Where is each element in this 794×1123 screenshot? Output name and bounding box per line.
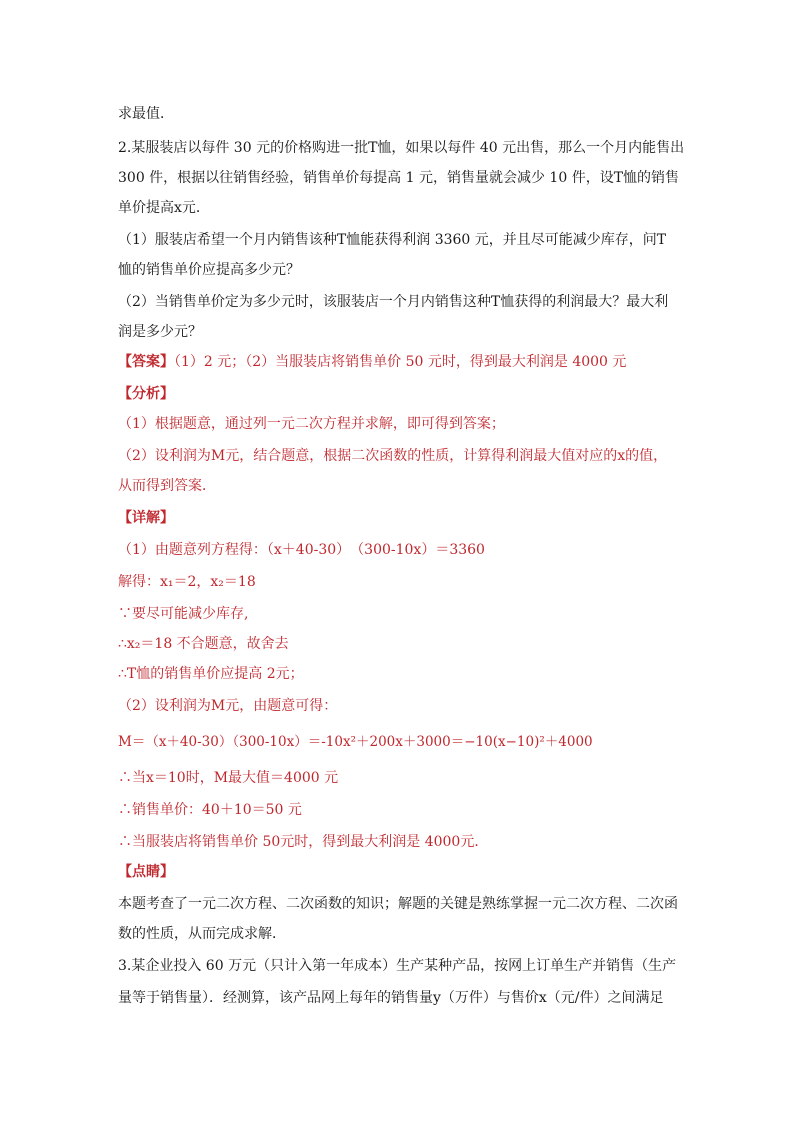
answer-line (118, 352, 626, 372)
detail-line-4: ∴x₂＝18 不合题意，故舍去 (118, 636, 289, 652)
answer-tag: 【答案】 (118, 354, 174, 370)
comment-line-1: 本题考查了一元二次方程、二次函数的知识；解题的关键是熟练掌握一元二次方程、二次函 (118, 896, 678, 912)
detail-line-1: （1）由题意列方程得：（x＋40-30） （300-10x）＝3360 (118, 542, 485, 558)
detail-line-2: 解得：x₁＝2，x₂＝18 (118, 574, 256, 590)
analysis-line-1: （1）根据题意，通过列一元二次方程并求解，即可得到答案； (118, 416, 505, 432)
answer-text: （1）2 元；（2）当服装店将销售单价 50 元时，得到最大利润是 4000 元 (174, 354, 627, 370)
q3-line-1: 3.某企业投入 60 万元（只计入第一年成本）生产某种产品，按网上订单生产并销售（生产 (118, 958, 677, 974)
detail-line-10: ∴当服装店将销售单价 50元时，得到最大利润是 4000元． (118, 834, 489, 850)
q2-part2-line-1: （2）当销售单价定为多少元时，该服装店一个月内销售这种T恤获得的利润最大？最大利 (118, 294, 669, 310)
detail-line-8: ∴当x＝10时，M最大值＝4000 元 (118, 770, 339, 786)
detail-line-3: ∵要尽可能减少库存, (118, 606, 249, 622)
q2-line-3: 单价提高x元． (118, 200, 210, 216)
q2-line-1: 2.某服装店以每件 30 元的价格购进一批T恤，如果以每件 40 元出售，那么一个月内能售出 (118, 140, 685, 156)
q2-part2-line-2: 润是多少元？ (118, 324, 202, 340)
comment-line-2: 数的性质，从而完成求解． (118, 926, 286, 942)
comment-tag: 【点睛】 (118, 864, 174, 880)
analysis-line-3: 从而得到答案． (118, 478, 216, 494)
detail-line-5: ∴T恤的销售单价应提高 2元； (118, 666, 304, 682)
detail-tag: 【详解】 (118, 510, 174, 526)
detail-line-9: ∴销售单价：40＋10＝50 元 (118, 802, 302, 818)
detail-line-7: M＝（x＋40-30）（300-10x）＝-10x²＋200x＋3000＝−10(x−10)²＋4000 (118, 734, 593, 750)
analysis-tag: 【分析】 (118, 386, 174, 402)
q2-part1-line-1: （1）服装店希望一个月内销售该种T恤能获得利润 3360 元，并且尽可能减少库存，问T (118, 232, 667, 248)
q3-line-2: 量等于销售量）．经测算，该产品网上每年的销售量y（万件）与售价x（元/件）之间满足 (118, 990, 664, 1006)
analysis-line-2: （2）设利润为M元，结合题意，根据二次函数的性质，计算得利润最大值对应的x的值， (118, 448, 668, 464)
q1-tail: 求最值． (118, 106, 174, 122)
q2-part1-line-2: 恤的销售单价应提高多少元？ (118, 262, 300, 278)
detail-line-6: （2）设利润为M元，由题意可得： (118, 698, 338, 714)
q2-line-2: 300 件，根据以往销售经验，销售单价每提高 1 元，销售量就会减少 10 件，设T恤的销售 (118, 170, 680, 186)
